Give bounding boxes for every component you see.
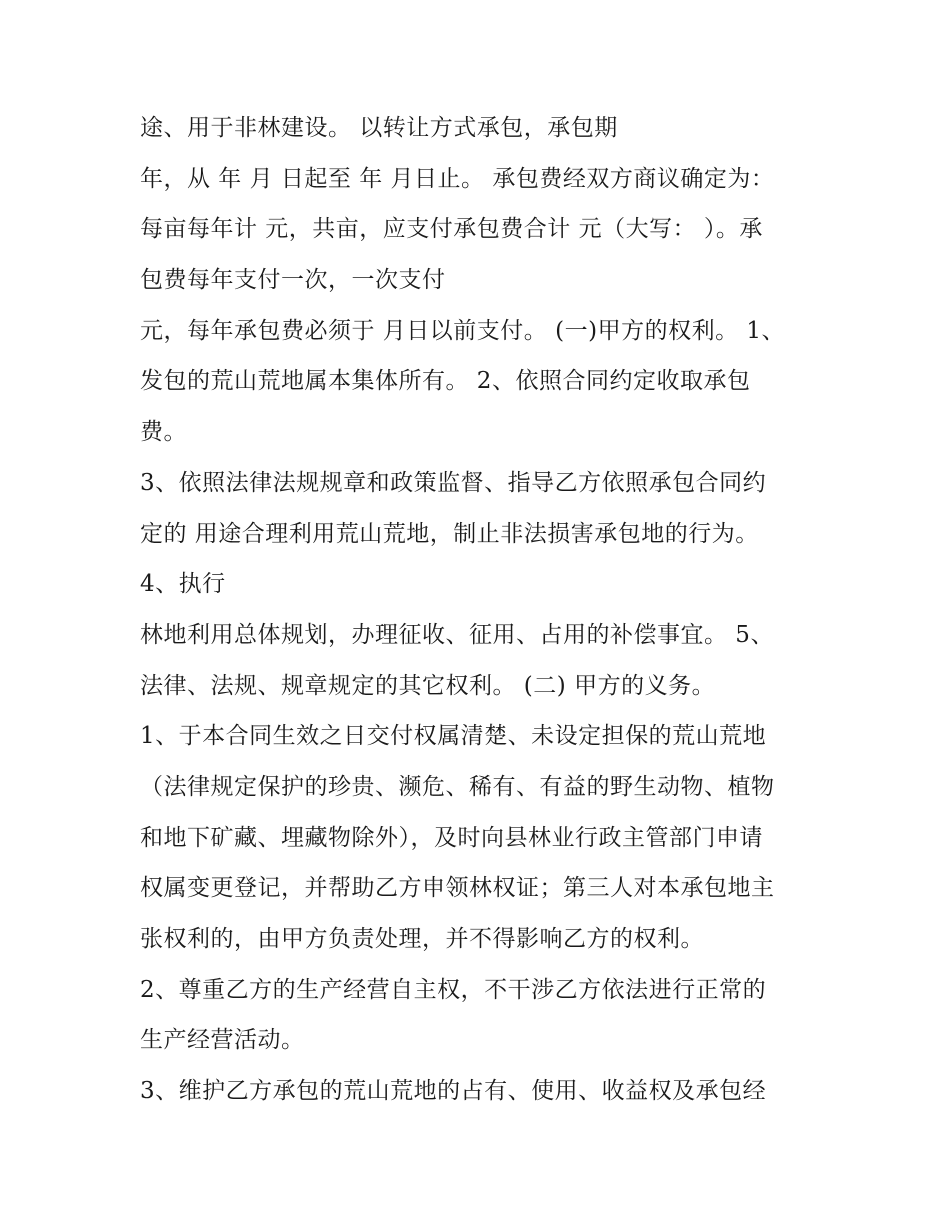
text-line: 元，每年承包费必须于 月日以前支付。 (一)甲方的权利。 1、 [140,317,786,344]
text-line: 3、依照法律法规规章和政策监督、指导乙方依照承包合同约 [140,469,767,496]
text-line: 途、用于非林建设。 以转让方式承包，承包期 [140,115,618,141]
text-line: 定的 用途合理利用荒山荒地，制止非法损害承包地的行为。 [140,520,759,547]
text-line: 生产经营活动。 [140,1027,305,1054]
text-line: 4、执行 [140,571,226,598]
text-line: 和地下矿藏、埋藏物除外），及时向县林业行政主管部门申请 [140,824,763,851]
text-line: 权属变更登记，并帮助乙方申领林权证；第三人对本承包地主 [140,875,775,902]
text-line: 2、尊重乙方的生产经营自主权，不干涉乙方依法进行正常的 [140,976,767,1003]
text-line: 3、维护乙方承包的荒山荒地的占有、使用、收益权及承包经 [140,1078,767,1105]
text-line: 法律、法规、规章规定的其它权利。 (二) 甲方的义务。 [140,672,716,699]
text-line: 1、于本合同生效之日交付权属清楚、未设定担保的荒山荒地 [140,723,767,750]
text-line: 包费每年支付一次，一次支付 [140,267,446,294]
contract-text [140,108,830,1122]
text-line: 费。 [140,419,187,446]
text-line: 每亩每年计 元，共亩，应支付承包费合计 元（大写： ）。承 [140,216,763,243]
text-line: 林地利用总体规划，办理征收、征用、占用的补偿事宜。 5、 [140,621,774,648]
text-line: （法律规定保护的珍贵、濒危、稀有、有益的野生动物、植物 [140,773,775,800]
text-line: 发包的荒山荒地属本集体所有。 2、依照合同约定收取承包 [140,368,751,395]
text-line: 年，从 年 月 日起至 年 月日止。 承包费经双方商议确定为： [140,165,775,192]
text-line: 张权利的，由甲方负责处理，并不得影响乙方的权利。 [140,926,704,952]
